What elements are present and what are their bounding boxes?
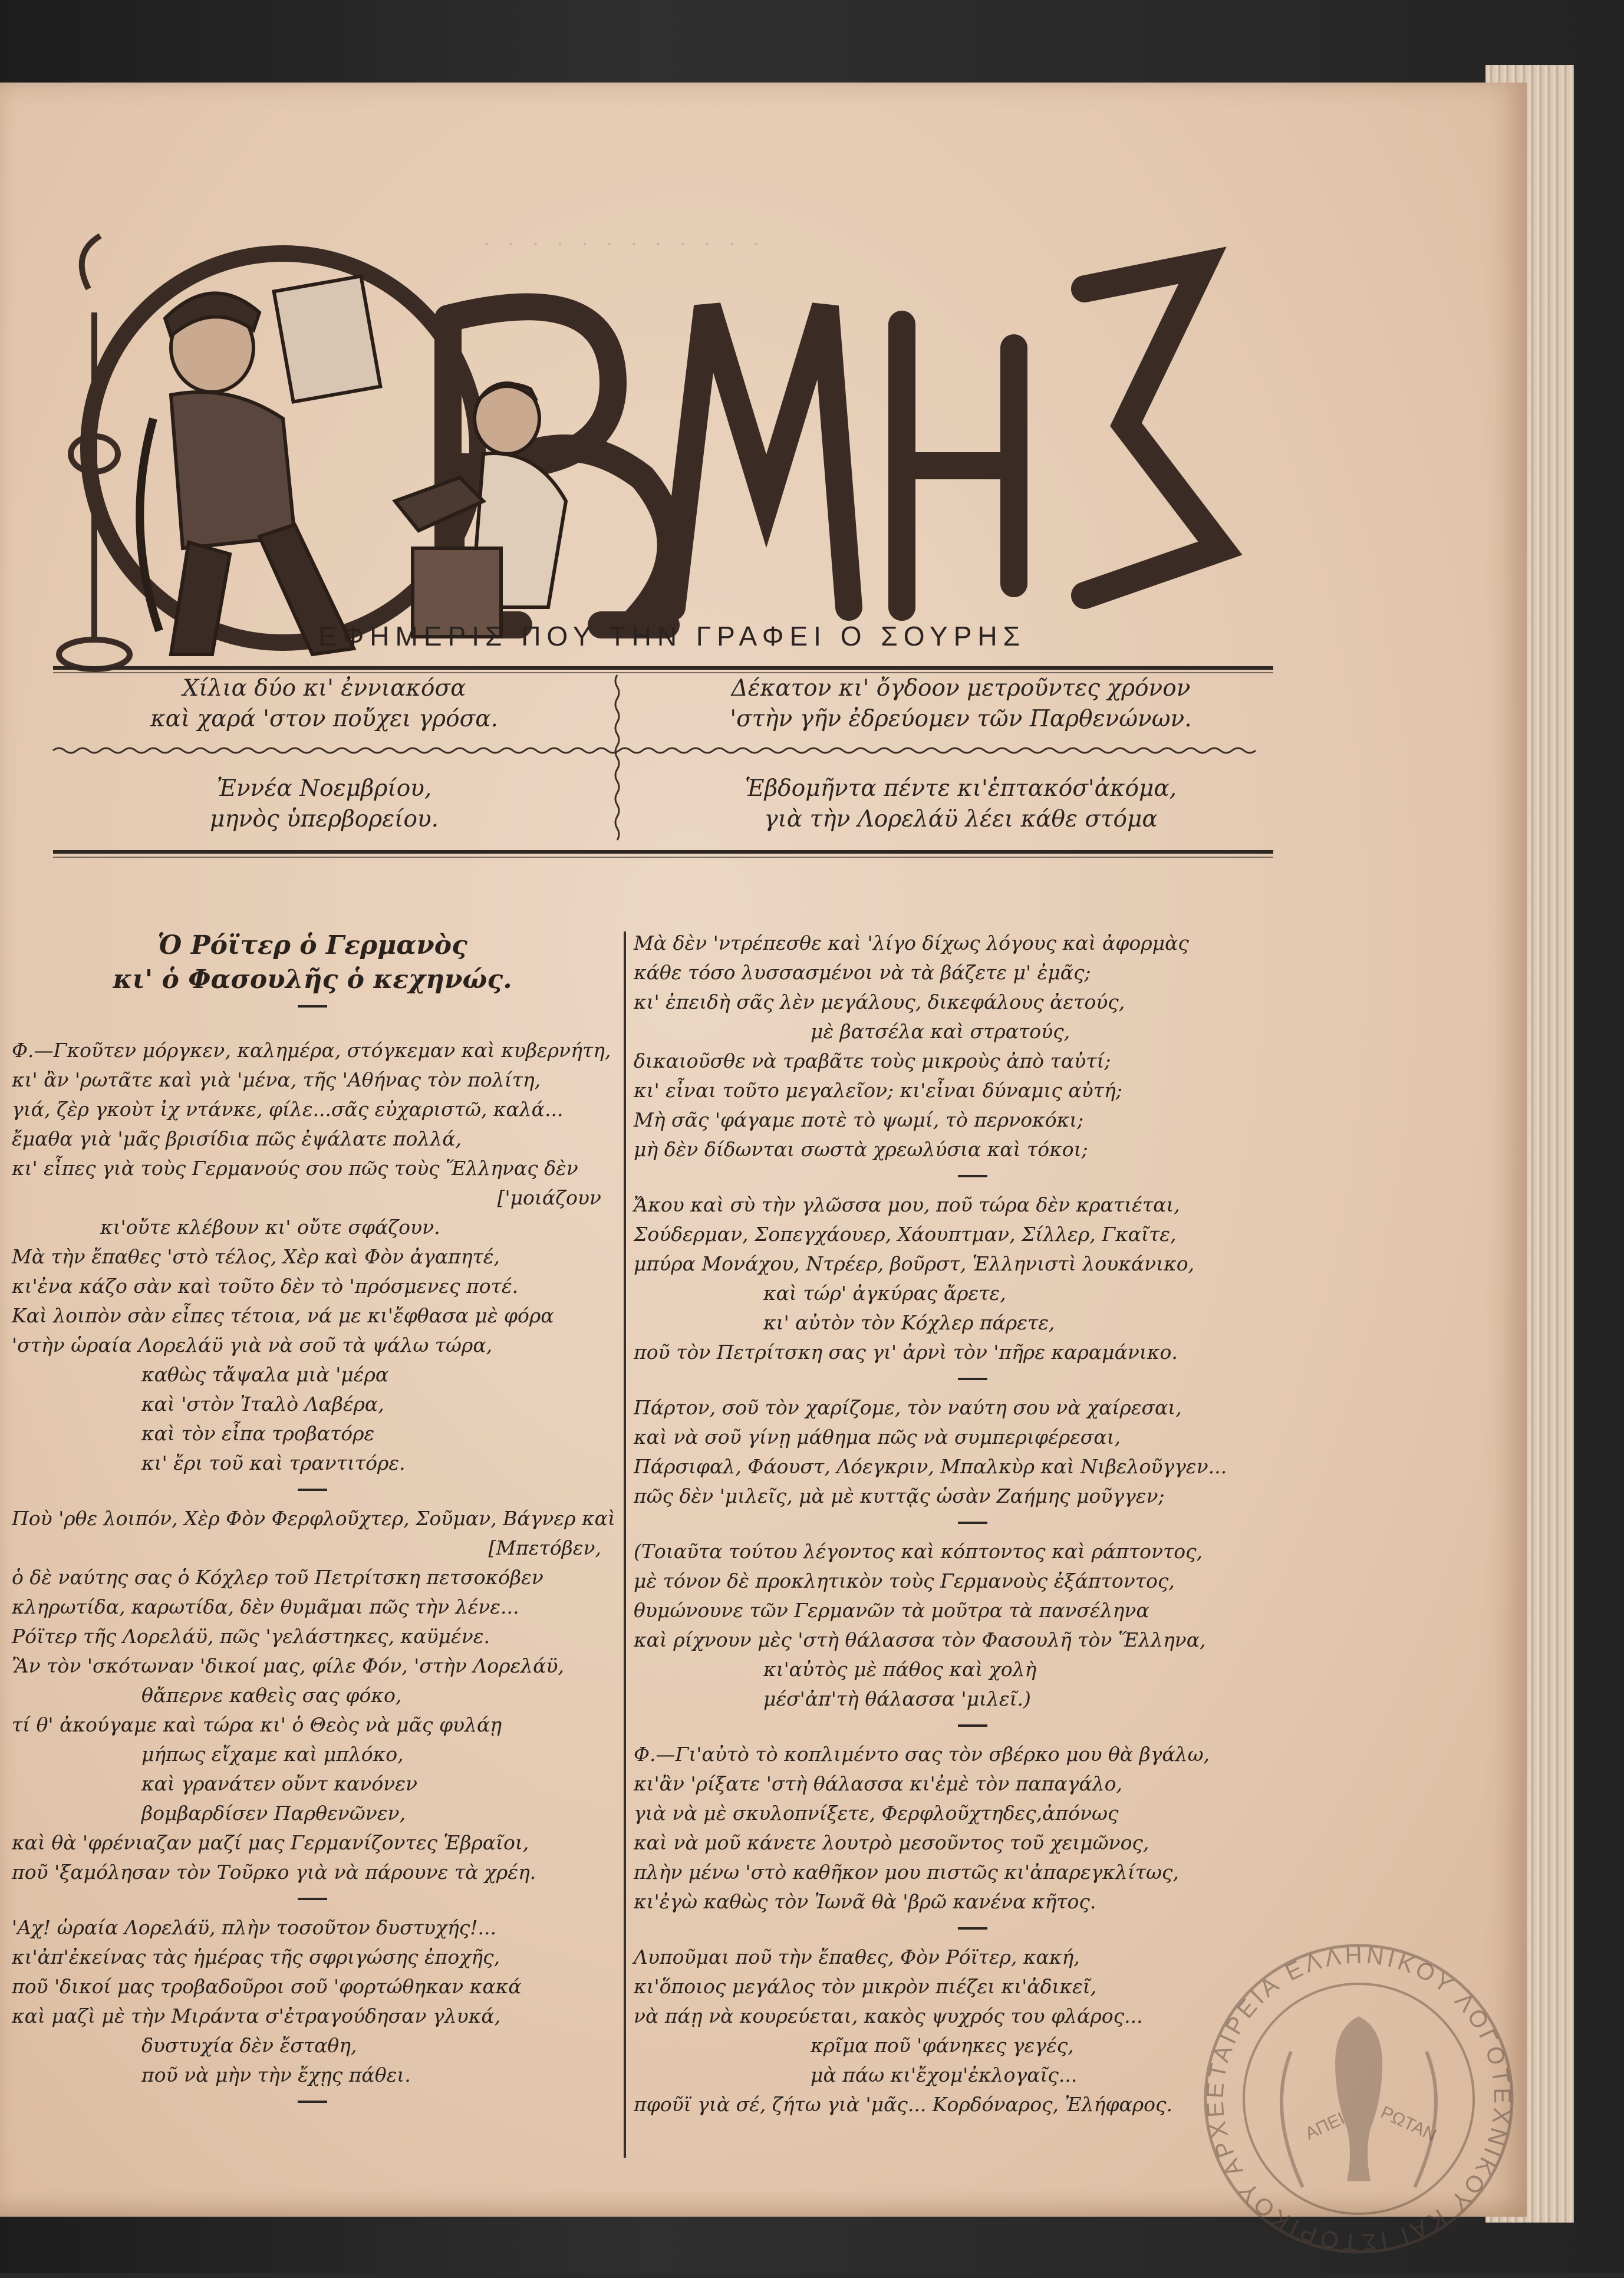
right-stanza-2	[634, 1190, 1312, 1367]
poem-line: καθὼς τἄψαλα μιὰ 'μέρα	[141, 1363, 389, 1386]
poem-line: καὶ τώρ' ἀγκύρας ἄρετε,	[763, 1282, 1006, 1305]
poem-line: δυστυχία δὲν ἔσταθη,	[141, 2034, 357, 2057]
poem-line: Λυποῦμαι ποῦ τὴν ἔπαθες, Φὸν Ρόϊτερ, κακή,	[634, 1945, 1080, 1968]
poem-line: κι'ἐγὼ καθὼς τὸν Ἰωνᾶ θὰ 'βρῶ κανένα κῆτος.	[634, 1890, 1096, 1913]
poem-line: κι' αὐτὸν τὸν Κόχλερ πάρετε,	[763, 1311, 1055, 1334]
poem-line: μὴ δὲν δίδωνται σωστὰ χρεωλύσια καὶ τόκοι;	[634, 1138, 1088, 1161]
info-issue-line-1: Ἑβδομῆντα πέντε κι'ἑπτακόσ'ἀκόμα,	[745, 775, 1177, 802]
poem-line: (Τοιαῦτα τούτου λέγοντος καὶ κόπτοντος καὶ ράπτοντος,	[634, 1540, 1203, 1563]
newspaper-page	[0, 83, 1527, 2256]
poem-line: καὶ 'στὸν Ἰταλὸ Λαβέρα,	[141, 1393, 384, 1415]
article-title-line-1: Ὁ Ρόϊτερ ὁ Γερμανὸς	[157, 930, 467, 960]
poem-line: μήπως εἴχαμε καὶ μπλόκο,	[141, 1743, 404, 1766]
poem-line: γιά, ζὲρ γκοὺτ ἰχ ντάνκε, φίλε...σᾶς εὐχαριστῶ, καλά...	[12, 1098, 564, 1121]
info-date-line-2: μηνὸς ὑπερβορείου.	[209, 806, 439, 832]
masthead-tagline: ΕΦΗΜΕΡΙΣ ΠΟΥ ΤΗΝ ΓΡΑΦΕΙ Ο ΣΟΥΡΗΣ	[318, 621, 1026, 651]
tagline-rule-thin	[53, 672, 1273, 673]
info-date-line-1: Ἐννέα Νοεμβρίου,	[216, 775, 432, 802]
poem-line: Ἂν τὸν 'σκότωναν 'δικοί μας, φίλε Φόν, 'στὴν Λορελάϋ,	[12, 1654, 564, 1677]
poem-line: γιὰ νὰ μὲ σκυλοπνίξετε, Φερφλοῦχτηδες,ἀπόνως	[634, 1802, 1119, 1825]
poem-line: ποῦ 'δικοί μας τροβαδοῦροι σοῦ 'φορτώθηκαν κακά	[12, 1975, 522, 1998]
poem-line: Ἄκου καὶ σὺ τὴν γλῶσσα μου, ποῦ τώρα δὲν κρατιέται,	[634, 1193, 1180, 1216]
poem-line: Σούδερμαν, Σοπεγχάουερ, Χάουπτμαν, Σίλλερ, Γκαῖτε,	[634, 1223, 1177, 1246]
poem-line: κι'ὅποιος μεγάλος τὸν μικρὸν πιέζει κι'ἀδικεῖ,	[634, 1975, 1097, 1998]
right-stanza-3	[634, 1393, 1312, 1511]
stanza-separator	[958, 1522, 987, 1524]
poem-line: κι'οὔτε κλέβουν κι' οὔτε σφάζουν.	[100, 1216, 440, 1239]
poem-line: ['μοιάζουν	[497, 1186, 601, 1209]
poem-line: νὰ πάῃ νὰ κουρεύεται, κακὸς ψυχρός του φλάρος...	[634, 2004, 1143, 2027]
poem-line: κι'ἐνα κάζο σὰν καὶ τοῦτο δὲν τὸ 'πρόσμενες ποτέ.	[12, 1275, 519, 1298]
poem-line: καὶ θὰ 'φρένιαζαν μαζί μας Γερμανίζοντες Ἑβραῖοι,	[12, 1831, 529, 1854]
poem-line: Φ.—Γι'αὐτὸ τὸ κοπλιμέντο σας τὸν σβέρκο μου θὰ βγάλω,	[634, 1743, 1210, 1766]
archive-stamp	[1203, 1922, 1515, 2276]
stanza-separator	[298, 1898, 327, 1900]
poem-line: μπύρα Μονάχου, Ντρέερ, βοῦρστ, Ἑλληνιστὶ λουκάνικο,	[634, 1252, 1195, 1275]
poem-line: 'Αχ! ὡραία Λορελάϋ, πλὴν τοσοῦτον δυστυχής!...	[12, 1916, 496, 1939]
tagline-rule	[53, 666, 1273, 670]
poem-line: Ρόϊτερ τῆς Λορελάϋ, πῶς 'γελάστηκες, καϋμένε.	[12, 1625, 490, 1648]
poem-line: καὶ γρανάτεν οὔντ κανόνεν	[141, 1772, 418, 1795]
poem-line: πλὴν μένω 'στὸ καθῆκον μου πιστῶς κι'ἀπαρεγκλίτως,	[634, 1861, 1179, 1884]
info-right-line-2: 'στὴν γῆν ἐδρεύομεν τῶν Παρθενώνων.	[730, 706, 1192, 732]
poem-line: 'στὴν ὡραία Λορελάϋ γιὰ νὰ σοῦ τὰ ψάλω τώρα,	[12, 1334, 493, 1357]
stamp-ring-text: ΕΤΑΙΡΕΙΑ ΕΛΛΗΝΙΚΟΥ ΛΟΓΟΤΕΧΝΙΚΟΥ ΚΑΙ ΙΣΤΟΡΙΚΟΥ ΑΡΧΕ	[1203, 1942, 1515, 2256]
poem-line: κι'ἀπ'ἐκείνας τὰς ἡμέρας τῆς σφριγώσης ἐποχῆς,	[12, 1945, 500, 1968]
left-stanza-2	[12, 1504, 613, 1887]
left-stanza-3	[12, 1913, 613, 2090]
bleed-through-text: · · · · · · · · · · · ·	[483, 233, 766, 256]
poem-line: κι' ἔρι τοῦ καὶ τραντιτόρε.	[141, 1451, 406, 1474]
poem-line: θἄπερνε καθεὶς σας φόκο,	[141, 1684, 402, 1707]
stanza-separator	[958, 1378, 987, 1380]
poem-line: Μὰ τὴν ἔπαθες 'στὸ τέλος, Χὲρ καὶ Φὸν ἀγαπητέ,	[12, 1245, 500, 1268]
stamp-inner-text-2: ΡΩΤΑΝ	[1378, 2102, 1439, 2145]
poem-line: καὶ μαζὶ μὲ τὴν Μιράντα σ'ἐτραγούδησαν γλυκά,	[12, 2004, 501, 2027]
poem-line: μέσ'ἀπ'τὴ θάλασσα 'μιλεῖ.)	[763, 1687, 1031, 1710]
poem-line: κι' ἂν 'ρωτᾶτε καὶ γιὰ 'μένα, τῆς 'Αθήνας τὸν πολίτη,	[12, 1068, 541, 1091]
poem-line: κι'αὐτὸς μὲ πάθος καὶ χολὴ	[763, 1658, 1037, 1681]
poem-line: κρῖμα ποῦ 'φάνηκες γεγές,	[811, 2034, 1074, 2057]
header-bottom-rule-thin	[53, 857, 1273, 858]
poem-line: Καὶ λοιπὸν σὰν εἶπες τέτοια, νά με κι'ἔφθασα μὲ φόρα	[12, 1304, 554, 1327]
poem-line: βομβαρδίσεν Παρθενῶνεν,	[141, 1802, 406, 1825]
poem-line: καὶ ρίχνουν μὲς 'στὴ θάλασσα τὸν Φασουλῆ τὸν Ἕλληνα,	[634, 1628, 1206, 1651]
poem-line: μὰ πάω κι'ἔχομ'ἐκλογαῖς...	[811, 2063, 1078, 2086]
info-left-line-2: καὶ χαρά 'στον ποὔχει γρόσα.	[150, 706, 498, 732]
poem-line: θυμώνουνε τῶν Γερμανῶν τὰ μοῦτρα τὰ πανσέληνα	[634, 1599, 1149, 1622]
poem-line: Ποὺ 'ρθε λοιπόν, Χὲρ Φὸν Φερφλοῦχτερ, Σοῦμαν, Βάγνερ καὶ	[12, 1507, 615, 1530]
poem-line: δικαιοῦσθε νὰ τραβᾶτε τοὺς μικροὺς ἀπὸ ταὐτί;	[634, 1049, 1111, 1072]
poem-line: καὶ νὰ μοῦ κάνετε λουτρὸ μεσοῦντος τοῦ χειμῶνος,	[634, 1831, 1149, 1854]
stanza-separator	[958, 1927, 987, 1930]
stanza-separator	[958, 1175, 987, 1177]
stanza-separator	[958, 1724, 987, 1727]
stanza-separator	[298, 1489, 327, 1491]
poem-line: Μὰ δὲν 'ντρέπεσθε καὶ 'λίγο δίχως λόγους καὶ ἀφορμὰς	[634, 931, 1189, 954]
poem-line: κι' εἶναι τοῦτο μεγαλεῖον; κι'εἶναι δύναμις αὐτή;	[634, 1079, 1122, 1102]
poem-line: Φ.—Γκοῦτεν μόργκεν, καλημέρα, στόγκεμαν καὶ κυβερνήτη,	[12, 1039, 611, 1062]
poem-line: πφοῦϊ γιὰ σέ, ζήτω γιὰ 'μᾶς... Κορδόναρος, Ἐλήφαρος.	[634, 2093, 1172, 2116]
poem-line: Πάρτον, σοῦ τὸν χαρίζομε, τὸν ναύτη σου νὰ χαίρεσαι,	[634, 1396, 1182, 1419]
wavy-rule-top	[53, 746, 1273, 755]
poem-line: πῶς δὲν 'μιλεῖς, μὰ μὲ κυττᾷς ὡσὰν Ζαήμης μοῦγγεν;	[634, 1484, 1165, 1507]
poem-line: κληρωτίδα, καρωτίδα, δὲν θυμᾶμαι πῶς τὴν λένε...	[12, 1595, 519, 1618]
article-title-line-2: κι' ὁ Φασουλῆς ὁ κεχηνώς.	[113, 964, 512, 995]
poem-line: μὲ τόνον δὲ προκλητικὸν τοὺς Γερμανοὺς ἐξάπτοντος,	[634, 1569, 1175, 1592]
poem-line: κι' ἐπειδὴ σᾶς λὲν μεγάλους, δικεφάλους ἀετούς,	[634, 990, 1125, 1013]
right-stanza-1	[634, 929, 1312, 1164]
poem-line: ποῦ τὸν Πετρίτσκη σας γι' ἀρνὶ τὸν 'πῆρε καραμάνικο.	[634, 1341, 1178, 1364]
left-column	[12, 929, 613, 2116]
left-stanza-1	[12, 1036, 613, 1478]
poem-line: Μὴ σᾶς 'φάγαμε ποτὲ τὸ ψωμί, τὸ περνοκόκι;	[634, 1108, 1084, 1131]
right-stanza-5	[634, 1740, 1312, 1917]
poem-line: καὶ τὸν εἶπα τροβατόρε	[141, 1422, 375, 1445]
right-stanza-4	[634, 1537, 1312, 1714]
poem-line: καὶ νὰ σοῦ γίνῃ μάθημα πῶς νὰ συμπεριφέρεσαι,	[634, 1426, 1121, 1449]
poem-line: ποῦ νὰ μὴν τὴν ἔχῃς πάθει.	[141, 2063, 411, 2086]
column-divider	[624, 931, 626, 2158]
poem-line: Πάρσιφαλ, Φάουστ, Λόεγκριν, Μπαλκὺρ καὶ Νιβελοῦγγεν...	[634, 1455, 1227, 1478]
header-bottom-rule	[53, 850, 1273, 854]
poem-line: ὁ δὲ ναύτης σας ὁ Κόχλερ τοῦ Πετρίτσκη πετσοκόβεν	[12, 1566, 543, 1589]
poem-line: κι'ἂν 'ρίξατε 'στὴ θάλασσα κι'ἐμὲ τὸν παπαγάλο,	[634, 1772, 1123, 1795]
poem-line: κι' εἶπες γιὰ τοὺς Γερμανούς σου πῶς τοὺς Ἕλληνας δὲν	[12, 1157, 578, 1180]
poem-line: ποῦ 'ξαμόλησαν τὸν Τοῦρκο γιὰ νὰ πάρουνε τὰ χρέη.	[12, 1861, 536, 1884]
stamp-inner-text-1: ΑΠΕΙ	[1302, 2108, 1348, 2144]
stanza-separator	[298, 2101, 327, 2103]
poem-line: [Μπετόβεν,	[488, 1536, 601, 1559]
poem-line: κάθε τόσο λυσσασμένοι νὰ τὰ βάζετε μ' ἐμᾶς;	[634, 961, 1091, 984]
title-separator	[298, 1005, 327, 1008]
info-left-line-1: Χίλια δύο κι' ἐννιακόσα	[182, 675, 466, 702]
poem-line: ἔμαθα γιὰ 'μᾶς βρισίδια πῶς ἐψάλατε πολλά,	[12, 1127, 462, 1150]
wavy-vertical-divider	[613, 675, 621, 846]
poem-line: τί θ' ἀκούγαμε καὶ τώρα κι' ὁ Θεὸς νὰ μᾶς φυλάῃ	[12, 1713, 502, 1736]
info-issue-line-2: γιὰ τὴν Λορελάϋ λέει κάθε στόμα	[764, 806, 1158, 832]
poem-line: μὲ βατσέλα καὶ στρατούς,	[811, 1020, 1070, 1043]
info-right-line-1: Δέκατον κι' ὄγδοον μετροῦντες χρόνον	[731, 675, 1191, 702]
